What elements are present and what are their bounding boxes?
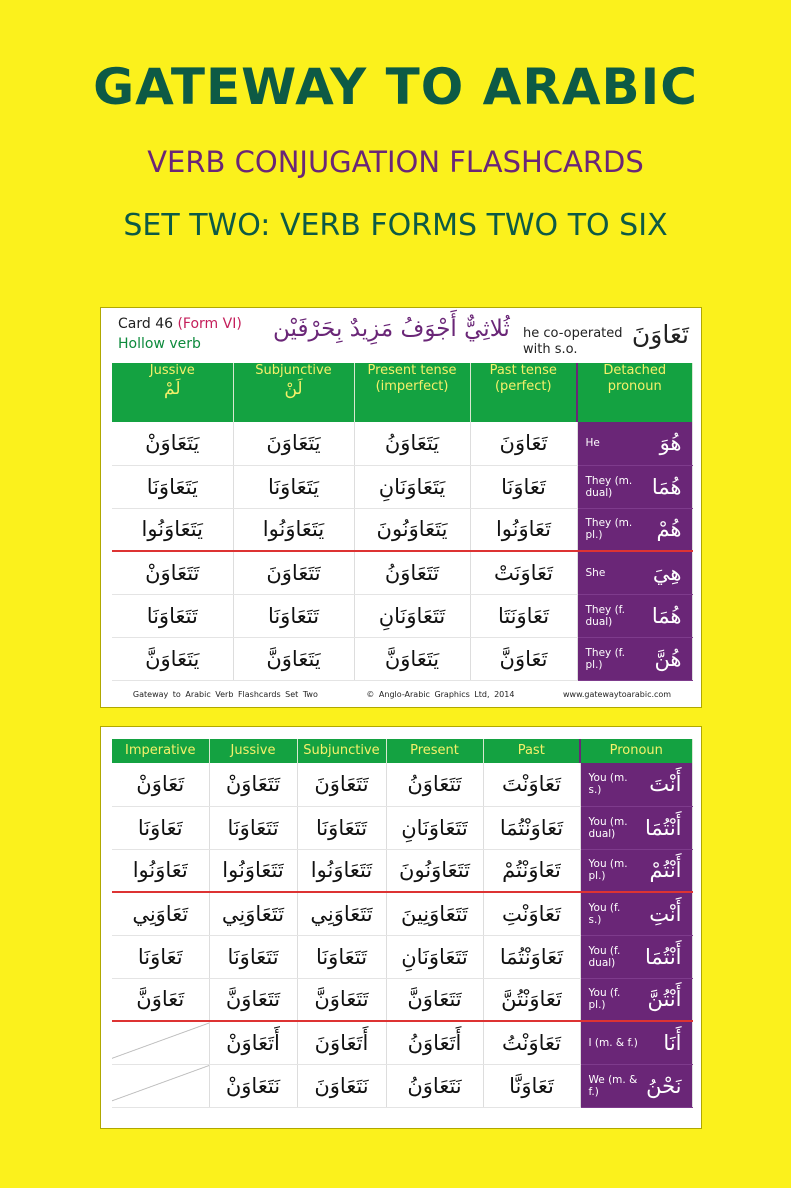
pronoun-cell: They (f. dual) هُمَا: [577, 594, 692, 637]
imperative-cell: تَعَاوَنَا: [112, 806, 209, 849]
main-title: GATEWAY TO ARABIC: [93, 58, 698, 116]
subjunctive-cell: يَتَعَاوَنَّ: [233, 637, 354, 680]
pronoun-cell: You (f. s.) أَنْتِ: [580, 892, 692, 935]
subjunctive-cell: تَتَعَاوَنَ: [233, 551, 354, 594]
past-cell: تَعَاوَنَا: [470, 465, 577, 508]
footer-copyright: © Anglo-Arabic Graphics Ltd, 2014: [366, 690, 515, 699]
table-row: [112, 935, 692, 978]
pronoun-cell: You (f. dual) أَنْتُمَا: [580, 935, 692, 978]
pronoun-cell: They (m. pl.) هُمْ: [577, 508, 692, 551]
header-pronoun: Pronoun: [580, 739, 692, 763]
card-label: [118, 316, 242, 332]
imperative-cell: تَعَاوَنْ: [112, 763, 209, 806]
subjunctive-cell: يَتَعَاوَنَ: [233, 422, 354, 465]
table-row: [112, 508, 692, 551]
pronoun-cell: You (f. pl.) أَنْتُنَّ: [580, 978, 692, 1021]
past-cell: تَعَاوَنْتِ: [483, 892, 580, 935]
subtitle: VERB CONJUGATION FLASHCARDS: [147, 145, 644, 179]
header-present: Present: [386, 739, 483, 763]
card-form: (Form VI): [177, 316, 242, 332]
table-row: [112, 637, 692, 680]
jussive-cell: يَتَعَاوَنْ: [112, 422, 233, 465]
verb-type: Hollow verb: [118, 336, 201, 352]
pronoun-cell: We (m. & f.) نَحْنُ: [580, 1064, 692, 1107]
imperative-cell-empty: [112, 1064, 209, 1107]
jussive-cell: يَتَعَاوَنَا: [112, 465, 233, 508]
present-cell: يَتَعَاوَنَانِ: [354, 465, 470, 508]
past-cell: تَعَاوَنْتُ: [483, 1021, 580, 1064]
verb-meaning: he co-operated with s.o.: [523, 326, 623, 357]
pronoun-cell: She هِيَ: [577, 551, 692, 594]
table-row: [112, 892, 692, 935]
jussive-cell: تَتَعَاوَنَا: [209, 935, 297, 978]
pronoun-cell: I (m. & f.) أَنَا: [580, 1021, 692, 1064]
footer-left: Gateway to Arabic Verb Flashcards Set Two: [132, 690, 318, 699]
pronoun-cell: They (m. dual) هُمَا: [577, 465, 692, 508]
subjunctive-cell: نَتَعَاوَنَ: [297, 1064, 386, 1107]
table-row: [112, 806, 692, 849]
subjunctive-cell: تَتَعَاوَنَا: [297, 806, 386, 849]
past-cell: تَعَاوَنْتُمَا: [483, 806, 580, 849]
conjugation-table-back: [112, 739, 693, 1108]
pronoun-cell: You (m. dual) أَنْتُمَا: [580, 806, 692, 849]
header-past: Past tense (perfect): [470, 363, 577, 422]
past-cell: تَعَاوَنْتُنَّ: [483, 978, 580, 1021]
present-cell: تَتَعَاوَنَانِ: [386, 806, 483, 849]
verb-arabic: تَعَاوَنَ: [631, 320, 689, 349]
header-subjunctive: Subjunctive: [297, 739, 386, 763]
header-present: Present tense (imperfect): [354, 363, 470, 422]
header-pronoun: Detached pronoun: [577, 363, 692, 422]
present-cell: تَتَعَاوَنُ: [354, 551, 470, 594]
past-cell: تَعَاوَنَّا: [483, 1064, 580, 1107]
present-cell: يَتَعَاوَنَّ: [354, 637, 470, 680]
subjunctive-cell: تَتَعَاوَنُوا: [297, 849, 386, 892]
jussive-cell: تَتَعَاوَنْ: [209, 763, 297, 806]
past-cell: تَعَاوَنُوا: [470, 508, 577, 551]
subjunctive-cell: تَتَعَاوَنَا: [297, 935, 386, 978]
imperative-cell: تَعَاوَنَا: [112, 935, 209, 978]
card-footer: [101, 690, 703, 699]
subjunctive-cell: تَتَعَاوَنَّ: [297, 978, 386, 1021]
table-row: [112, 594, 692, 637]
pronoun-cell: They (f. pl.) هُنَّ: [577, 637, 692, 680]
table-row: [112, 978, 692, 1021]
present-cell: يَتَعَاوَنُونَ: [354, 508, 470, 551]
subjunctive-cell: تَتَعَاوَنِي: [297, 892, 386, 935]
footer-url: www.gatewaytoarabic.com: [562, 690, 672, 699]
header-past: Past: [483, 739, 580, 763]
pronoun-cell: You (m. s.) أَنْتَ: [580, 763, 692, 806]
subjunctive-cell: أَتَعَاوَنَ: [297, 1021, 386, 1064]
past-cell: تَعَاوَنَتَا: [470, 594, 577, 637]
header-subjunctive: Subjunctive لَنْ: [233, 363, 354, 422]
jussive-cell: تَتَعَاوَنَا: [112, 594, 233, 637]
header-jussive: Jussive لَمْ: [112, 363, 233, 422]
flashcard-back: [100, 726, 702, 1129]
header-jussive: Jussive: [209, 739, 297, 763]
table-row: [112, 465, 692, 508]
jussive-cell: أَتَعَاوَنْ: [209, 1021, 297, 1064]
present-cell: نَتَعَاوَنُ: [386, 1064, 483, 1107]
pronoun-cell: He هُوَ: [577, 422, 692, 465]
present-cell: أَتَعَاوَنُ: [386, 1021, 483, 1064]
past-cell: تَعَاوَنَّ: [470, 637, 577, 680]
verb-type-arabic: ثُلاثِيٌّ أَجْوَفُ مَزِيدٌ بِحَرْفَيْن: [273, 316, 510, 342]
jussive-cell: تَتَعَاوَنَّ: [209, 978, 297, 1021]
past-cell: تَعَاوَنَ: [470, 422, 577, 465]
subjunctive-cell: يَتَعَاوَنُوا: [233, 508, 354, 551]
set-title: SET TWO: VERB FORMS TWO TO SIX: [123, 208, 668, 243]
present-cell: تَتَعَاوَنَانِ: [354, 594, 470, 637]
table-row: [112, 849, 692, 892]
present-cell: يَتَعَاوَنُ: [354, 422, 470, 465]
imperative-cell: تَعَاوَنِي: [112, 892, 209, 935]
jussive-cell: نَتَعَاوَنْ: [209, 1064, 297, 1107]
past-cell: تَعَاوَنْتُمَا: [483, 935, 580, 978]
card-number: Card 46: [118, 316, 174, 332]
present-cell: تَتَعَاوَنِينَ: [386, 892, 483, 935]
subjunctive-cell: تَتَعَاوَنَا: [233, 594, 354, 637]
present-cell: تَتَعَاوَنَّ: [386, 978, 483, 1021]
past-cell: تَعَاوَنْتُمْ: [483, 849, 580, 892]
pronoun-cell: You (m. pl.) أَنْتُمْ: [580, 849, 692, 892]
jussive-cell: تَتَعَاوَنُوا: [209, 849, 297, 892]
table-row: [112, 551, 692, 594]
jussive-cell: تَتَعَاوَنِي: [209, 892, 297, 935]
jussive-cell: يَتَعَاوَنُوا: [112, 508, 233, 551]
flashcard-front: [100, 307, 702, 708]
present-cell: تَتَعَاوَنَانِ: [386, 935, 483, 978]
imperative-cell: تَعَاوَنُوا: [112, 849, 209, 892]
imperative-cell: تَعَاوَنَّ: [112, 978, 209, 1021]
imperative-cell-empty: [112, 1021, 209, 1064]
present-cell: تَتَعَاوَنُونَ: [386, 849, 483, 892]
jussive-cell: تَتَعَاوَنَا: [209, 806, 297, 849]
past-cell: تَعَاوَنَتْ: [470, 551, 577, 594]
table-row: [112, 1021, 692, 1064]
past-cell: تَعَاوَنْتَ: [483, 763, 580, 806]
jussive-cell: يَتَعَاوَنَّ: [112, 637, 233, 680]
present-cell: تَتَعَاوَنُ: [386, 763, 483, 806]
table-row: [112, 1064, 692, 1107]
table-row: [112, 763, 692, 806]
table-row: [112, 422, 692, 465]
subjunctive-cell: يَتَعَاوَنَا: [233, 465, 354, 508]
conjugation-table-front: [112, 363, 693, 681]
jussive-cell: تَتَعَاوَنْ: [112, 551, 233, 594]
header-imperative: Imperative: [112, 739, 209, 763]
subjunctive-cell: تَتَعَاوَنَ: [297, 763, 386, 806]
card-header: [113, 316, 691, 366]
